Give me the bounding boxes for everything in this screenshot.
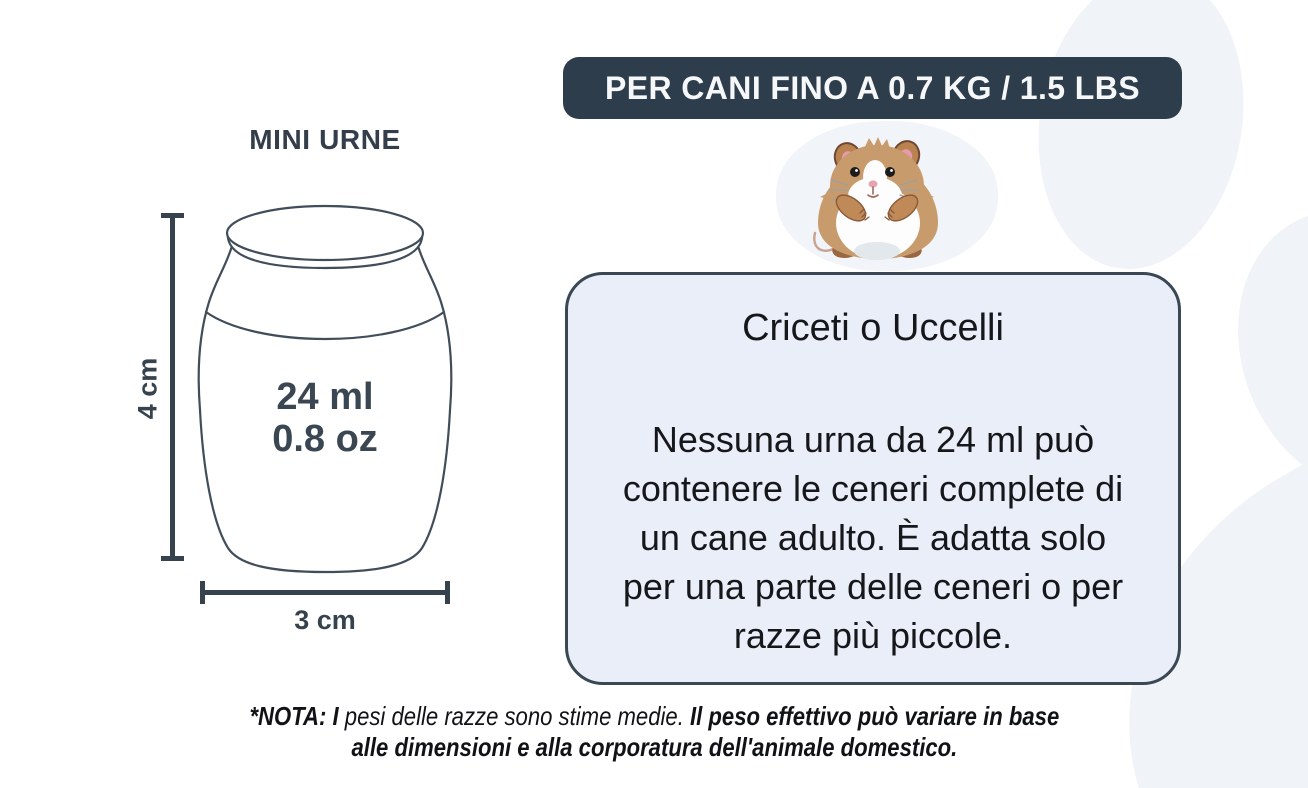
weight-banner-label: PER CANI FINO A 0.7 KG / 1.5 LBS [605,69,1140,106]
footnote-regular: pesi delle razze sono stime medie. [338,701,690,731]
urn-section-title: MINI URNE [249,124,401,155]
info-card-line: per una parte delle ceneri o per [622,566,1124,607]
footnote-bold-prefix: *NOTA: I [249,701,339,731]
footnote-bold-suffix: Il peso effettivo può variare in base [689,701,1059,731]
weight-banner [563,57,1182,119]
paw-print-toe-icon [1018,0,1264,284]
footnote-bold-line2: alle dimensioni e alla corporatura dell'animale domestico. [351,732,957,762]
hamster-illustration [806,133,950,271]
info-card-line: razze più piccole. [733,615,1013,656]
width-dimension-line [200,590,450,595]
info-card [565,272,1181,685]
info-card-title: Criceti o Uccelli [742,307,1004,349]
footnote-line-2 [0,732,1308,763]
info-card-line: un cane adulto. È adatta solo [639,517,1107,558]
footnote-line-1 [0,701,1308,732]
urn-volume-metric: 24 ml [276,376,374,418]
height-dimension-line [170,213,175,561]
info-card-line: contenere le ceneri complete di [622,468,1124,509]
footnote [0,701,1308,763]
urn-volume-label [240,376,410,460]
info-card-line: Nessuna urna da 24 ml può [651,419,1095,460]
height-dimension-label: 4 cm [132,357,163,420]
urn-volume-imperial: 0.8 oz [272,418,378,460]
width-dimension-label: 3 cm [294,605,356,635]
